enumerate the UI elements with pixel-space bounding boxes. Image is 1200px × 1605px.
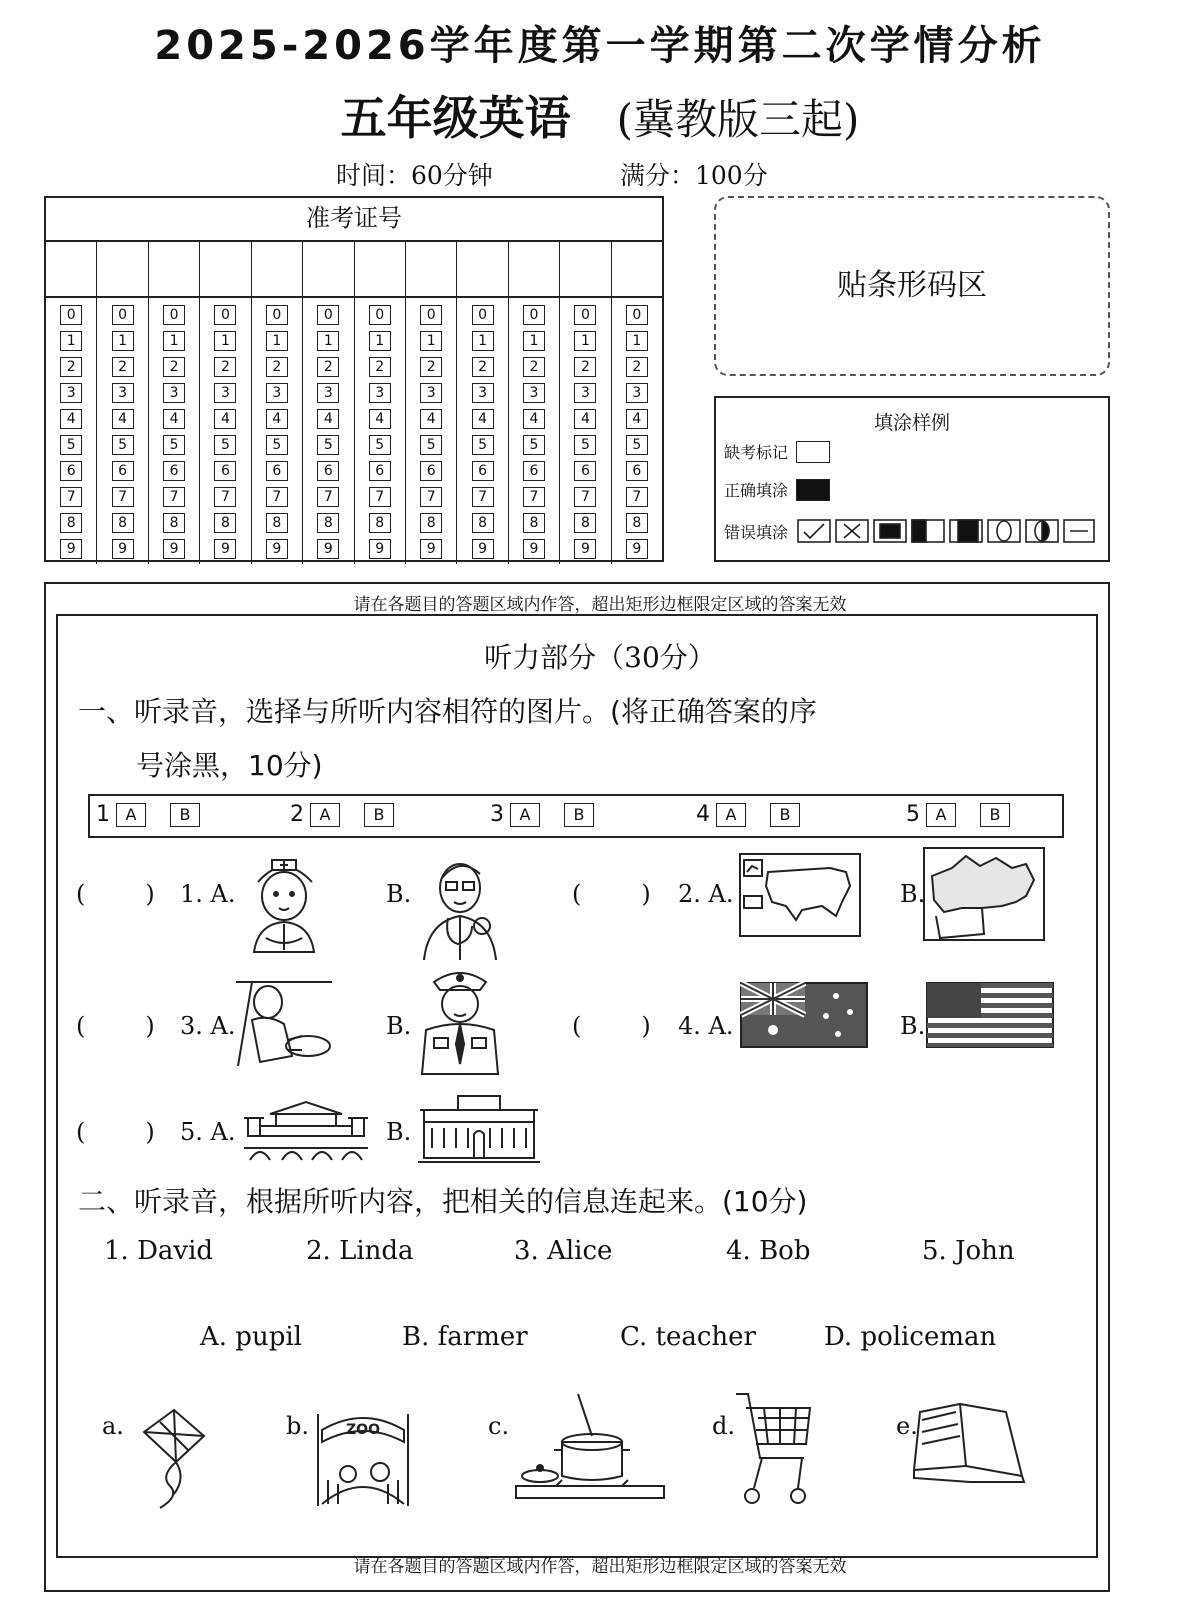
id-digit-bubble[interactable]: 4 bbox=[420, 409, 442, 429]
id-digit-bubble[interactable]: 5 bbox=[266, 435, 288, 455]
id-write-cell[interactable] bbox=[406, 242, 456, 298]
id-write-cell[interactable] bbox=[46, 242, 96, 298]
id-digit-bubble[interactable]: 6 bbox=[574, 461, 596, 481]
answer-number: 3 bbox=[490, 802, 504, 827]
listening-section-title: 听力部分（30分） bbox=[484, 641, 716, 674]
part1-heading-line2: 号涂黑，10分) bbox=[136, 749, 323, 782]
zoo-sign: ZOO bbox=[346, 1422, 380, 1438]
id-digit-bubble[interactable]: 7 bbox=[214, 487, 236, 507]
q1-label: 1. A. bbox=[180, 880, 236, 908]
id-column bbox=[457, 242, 508, 564]
id-digit-bubbles bbox=[457, 298, 507, 559]
id-column bbox=[355, 242, 406, 564]
id-digit-bubble[interactable]: 2 bbox=[112, 357, 134, 377]
q5-label: 5. A. bbox=[180, 1118, 236, 1146]
id-write-cell[interactable] bbox=[457, 242, 507, 298]
id-digit-bubble[interactable]: 8 bbox=[574, 513, 596, 533]
id-digit-bubble[interactable]: 5 bbox=[574, 435, 596, 455]
answer-bubble-b[interactable]: B bbox=[980, 803, 1010, 827]
id-digit-bubble[interactable]: 0 bbox=[574, 305, 596, 325]
edition-label: (冀教版三起) bbox=[616, 95, 860, 144]
id-digit-bubble[interactable]: 3 bbox=[369, 383, 391, 403]
id-digit-bubble[interactable]: 5 bbox=[626, 435, 648, 455]
id-digit-bubble[interactable]: 1 bbox=[472, 331, 494, 351]
id-digit-bubble[interactable]: 7 bbox=[60, 487, 82, 507]
answer-bubble-a[interactable]: A bbox=[116, 803, 146, 827]
id-column bbox=[509, 242, 560, 564]
id-digit-bubble[interactable]: 4 bbox=[266, 409, 288, 429]
q3-label: 3. A. bbox=[180, 1012, 236, 1040]
id-digit-bubble[interactable]: 2 bbox=[317, 357, 339, 377]
id-digit-bubble[interactable]: 8 bbox=[626, 513, 648, 533]
exam-title: 2025-2026学年度第一学期第二次学情分析 bbox=[154, 23, 1046, 69]
q1-option-b-label: B. bbox=[386, 880, 412, 908]
job-policeman[interactable]: D. policeman bbox=[824, 1322, 997, 1352]
id-column bbox=[252, 242, 303, 564]
id-digit-bubble[interactable]: 6 bbox=[523, 461, 545, 481]
id-digit-bubble[interactable]: 1 bbox=[523, 331, 545, 351]
full-score-label: 满分：100分 bbox=[620, 161, 768, 190]
book-picture[interactable] bbox=[910, 1400, 1028, 1484]
usa-flag-picture bbox=[926, 982, 1054, 1048]
id-columns bbox=[46, 242, 662, 564]
id-column bbox=[406, 242, 457, 564]
id-digit-bubble[interactable]: 5 bbox=[214, 435, 236, 455]
part2-heading: 二、听录音，根据所听内容，把相关的信息连起来。(10分) bbox=[78, 1185, 808, 1218]
id-digit-bubble[interactable]: 8 bbox=[472, 513, 494, 533]
id-digit-bubble[interactable]: 3 bbox=[472, 383, 494, 403]
id-digit-bubble[interactable]: 7 bbox=[523, 487, 545, 507]
id-digit-bubble[interactable]: 3 bbox=[163, 383, 185, 403]
id-digit-bubble[interactable]: 9 bbox=[472, 539, 494, 559]
id-digit-bubble[interactable]: 0 bbox=[472, 305, 494, 325]
id-digit-bubble[interactable]: 2 bbox=[472, 357, 494, 377]
id-write-cell[interactable] bbox=[200, 242, 250, 298]
answer-item bbox=[96, 802, 200, 827]
id-digit-bubble[interactable]: 8 bbox=[112, 513, 134, 533]
id-digit-bubble[interactable]: 5 bbox=[420, 435, 442, 455]
id-digit-bubble[interactable]: 8 bbox=[60, 513, 82, 533]
id-digit-bubble[interactable]: 5 bbox=[163, 435, 185, 455]
letter-b: b. bbox=[286, 1412, 309, 1440]
answer-bubble-b[interactable]: B bbox=[364, 803, 394, 827]
absent-mark-label: 缺考标记 bbox=[724, 443, 789, 462]
usa-map-picture bbox=[738, 852, 862, 938]
id-digit-bubble[interactable]: 4 bbox=[60, 409, 82, 429]
driver-picture bbox=[232, 976, 336, 1072]
id-digit-bubble[interactable]: 7 bbox=[626, 487, 648, 507]
id-digit-bubble[interactable]: 6 bbox=[626, 461, 648, 481]
id-digit-bubble[interactable]: 2 bbox=[163, 357, 185, 377]
id-digit-bubble[interactable]: 9 bbox=[112, 539, 134, 559]
id-digit-bubble[interactable]: 6 bbox=[317, 461, 339, 481]
barcode-area: 贴条形码区 bbox=[714, 196, 1110, 376]
id-digit-bubble[interactable]: 7 bbox=[266, 487, 288, 507]
nurse-picture bbox=[236, 852, 332, 956]
id-column bbox=[149, 242, 200, 564]
id-digit-bubble[interactable]: 9 bbox=[266, 539, 288, 559]
id-digit-bubble[interactable]: 3 bbox=[626, 383, 648, 403]
id-write-cell[interactable] bbox=[509, 242, 559, 298]
id-digit-bubble[interactable]: 2 bbox=[60, 357, 82, 377]
part1-heading-line1: 一、听录音，选择与所听内容相符的图片。(将正确答案的序 bbox=[78, 695, 817, 728]
id-digit-bubble[interactable]: 3 bbox=[112, 383, 134, 403]
id-column bbox=[200, 242, 251, 564]
id-digit-bubbles bbox=[252, 298, 302, 559]
id-write-cell[interactable] bbox=[149, 242, 199, 298]
job-farmer[interactable]: B. farmer bbox=[402, 1322, 528, 1352]
correct-fill-sample bbox=[796, 479, 830, 501]
time-label: 时间：60分钟 bbox=[336, 161, 493, 190]
id-digit-bubble[interactable]: 8 bbox=[163, 513, 185, 533]
id-digit-bubble[interactable]: 6 bbox=[369, 461, 391, 481]
id-digit-bubbles bbox=[200, 298, 250, 559]
q4-paren[interactable]: ( ) bbox=[572, 1012, 651, 1040]
id-digit-bubble[interactable]: 2 bbox=[214, 357, 236, 377]
kite-picture[interactable] bbox=[130, 1406, 206, 1510]
name-alice[interactable]: 3. Alice bbox=[514, 1236, 613, 1266]
id-digit-bubble[interactable]: 6 bbox=[420, 461, 442, 481]
id-write-cell[interactable] bbox=[97, 242, 147, 298]
q2-paren[interactable]: ( ) bbox=[572, 880, 651, 908]
id-write-cell[interactable] bbox=[560, 242, 610, 298]
id-digit-bubble[interactable]: 9 bbox=[626, 539, 648, 559]
answer-bubble-a[interactable]: A bbox=[716, 803, 746, 827]
id-digit-bubble[interactable]: 1 bbox=[369, 331, 391, 351]
wrong-fill-samples bbox=[796, 518, 1096, 544]
id-digit-bubble[interactable]: 5 bbox=[60, 435, 82, 455]
id-digit-bubble[interactable]: 9 bbox=[317, 539, 339, 559]
id-digit-bubble[interactable]: 6 bbox=[163, 461, 185, 481]
id-digit-bubble[interactable]: 7 bbox=[163, 487, 185, 507]
fill-sample-box bbox=[714, 396, 1110, 562]
australia-flag-picture bbox=[740, 982, 868, 1048]
absent-mark-box[interactable] bbox=[796, 441, 830, 463]
id-digit-bubbles bbox=[612, 298, 662, 559]
id-digit-bubble[interactable]: 5 bbox=[523, 435, 545, 455]
id-digit-bubble[interactable]: 0 bbox=[369, 305, 391, 325]
id-digit-bubble[interactable]: 4 bbox=[163, 409, 185, 429]
id-digit-bubble[interactable]: 4 bbox=[369, 409, 391, 429]
q3-option-b-label: B. bbox=[386, 1012, 412, 1040]
canada-map-picture bbox=[922, 846, 1046, 942]
fill-sample-title: 填涂样例 bbox=[873, 412, 950, 434]
id-digit-bubble[interactable]: 8 bbox=[214, 513, 236, 533]
name-linda[interactable]: 2. Linda bbox=[306, 1236, 414, 1266]
id-digit-bubbles bbox=[97, 298, 147, 559]
id-digit-bubble[interactable]: 3 bbox=[420, 383, 442, 403]
q4-label: 4. A. bbox=[678, 1012, 734, 1040]
id-digit-bubbles bbox=[406, 298, 456, 559]
id-column bbox=[46, 242, 97, 564]
id-digit-bubble[interactable]: 0 bbox=[420, 305, 442, 325]
id-digit-bubble[interactable]: 3 bbox=[523, 383, 545, 403]
id-digit-bubble[interactable]: 3 bbox=[214, 383, 236, 403]
id-digit-bubble[interactable]: 6 bbox=[60, 461, 82, 481]
exam-subtitle bbox=[0, 82, 1200, 148]
id-digit-bubble[interactable]: 7 bbox=[472, 487, 494, 507]
job-teacher[interactable]: C. teacher bbox=[620, 1322, 756, 1352]
cooking-picture[interactable] bbox=[512, 1390, 668, 1502]
id-digit-bubble[interactable]: 1 bbox=[317, 331, 339, 351]
candidate-id-title: 准考证号 bbox=[46, 198, 662, 242]
q1-paren[interactable]: ( ) bbox=[76, 880, 155, 908]
id-digit-bubble[interactable]: 7 bbox=[112, 487, 134, 507]
wrong-fill-row bbox=[724, 518, 1096, 544]
id-digit-bubble[interactable]: 0 bbox=[163, 305, 185, 325]
letter-a: a. bbox=[102, 1412, 124, 1440]
q4-option-b-label: B. bbox=[900, 1012, 926, 1040]
wrong-fill-label: 错误填涂 bbox=[724, 522, 789, 542]
id-digit-bubble[interactable]: 1 bbox=[60, 331, 82, 351]
subject-label: 五年级英语 bbox=[340, 91, 571, 145]
id-digit-bubble[interactable]: 6 bbox=[266, 461, 288, 481]
id-digit-bubble[interactable]: 8 bbox=[266, 513, 288, 533]
id-digit-bubble[interactable]: 5 bbox=[472, 435, 494, 455]
id-digit-bubble[interactable]: 1 bbox=[214, 331, 236, 351]
id-digit-bubble[interactable]: 4 bbox=[317, 409, 339, 429]
id-digit-bubble[interactable]: 8 bbox=[317, 513, 339, 533]
id-column bbox=[612, 242, 662, 564]
id-digit-bubble[interactable]: 2 bbox=[369, 357, 391, 377]
id-digit-bubble[interactable]: 4 bbox=[472, 409, 494, 429]
id-digit-bubble[interactable]: 1 bbox=[112, 331, 134, 351]
id-digit-bubble[interactable]: 3 bbox=[317, 383, 339, 403]
shopping-cart-picture[interactable] bbox=[732, 1388, 814, 1506]
id-digit-bubble[interactable]: 1 bbox=[420, 331, 442, 351]
id-digit-bubble[interactable]: 9 bbox=[420, 539, 442, 559]
name-john[interactable]: 5. John bbox=[922, 1236, 1015, 1266]
id-digit-bubble[interactable]: 6 bbox=[112, 461, 134, 481]
id-digit-bubble[interactable]: 8 bbox=[420, 513, 442, 533]
id-digit-bubble[interactable]: 6 bbox=[472, 461, 494, 481]
id-digit-bubble[interactable]: 3 bbox=[574, 383, 596, 403]
id-digit-bubble[interactable]: 1 bbox=[626, 331, 648, 351]
correct-fill-row bbox=[724, 478, 830, 501]
letter-d: d. bbox=[712, 1412, 735, 1440]
id-digit-bubble[interactable]: 0 bbox=[317, 305, 339, 325]
id-digit-bubble[interactable]: 8 bbox=[369, 513, 391, 533]
name-david[interactable]: 1. David bbox=[104, 1236, 214, 1266]
id-digit-bubbles bbox=[509, 298, 559, 559]
name-bob[interactable]: 4. Bob bbox=[726, 1236, 811, 1266]
id-digit-bubble[interactable]: 7 bbox=[574, 487, 596, 507]
id-digit-bubble[interactable]: 5 bbox=[369, 435, 391, 455]
q2-label: 2. A. bbox=[678, 880, 734, 908]
id-digit-bubble[interactable]: 8 bbox=[523, 513, 545, 533]
correct-fill-label: 正确填涂 bbox=[724, 481, 789, 500]
id-digit-bubbles bbox=[149, 298, 199, 559]
answer-bubble-b[interactable]: B bbox=[770, 803, 800, 827]
id-digit-bubble[interactable]: 2 bbox=[420, 357, 442, 377]
id-write-cell[interactable] bbox=[252, 242, 302, 298]
answer-bubble-a[interactable]: A bbox=[926, 803, 956, 827]
id-digit-bubble[interactable]: 2 bbox=[574, 357, 596, 377]
answer-item bbox=[906, 802, 1010, 827]
id-digit-bubble[interactable]: 0 bbox=[214, 305, 236, 325]
id-digit-bubble[interactable]: 1 bbox=[266, 331, 288, 351]
id-write-cell[interactable] bbox=[612, 242, 662, 298]
id-digit-bubble[interactable]: 5 bbox=[112, 435, 134, 455]
id-digit-bubble[interactable]: 7 bbox=[317, 487, 339, 507]
id-digit-bubbles bbox=[303, 298, 353, 559]
part1-answer-bar bbox=[88, 794, 1064, 838]
answer-item bbox=[696, 802, 800, 827]
id-column bbox=[97, 242, 148, 564]
answer-item bbox=[290, 802, 394, 827]
answer-bubble-b[interactable]: B bbox=[564, 803, 594, 827]
q2-option-b-label: B. bbox=[900, 880, 926, 908]
palace-picture bbox=[416, 1088, 542, 1164]
id-write-cell[interactable] bbox=[355, 242, 405, 298]
id-column bbox=[303, 242, 354, 564]
id-digit-bubble[interactable]: 9 bbox=[214, 539, 236, 559]
policeman-picture bbox=[416, 964, 504, 1076]
id-digit-bubble[interactable]: 7 bbox=[369, 487, 391, 507]
job-pupil[interactable]: A. pupil bbox=[200, 1322, 302, 1352]
answer-item bbox=[490, 802, 594, 827]
id-write-cell[interactable] bbox=[303, 242, 353, 298]
id-digit-bubble[interactable]: 9 bbox=[163, 539, 185, 559]
id-digit-bubble[interactable]: 9 bbox=[523, 539, 545, 559]
answer-bubble-a[interactable]: A bbox=[510, 803, 540, 827]
answer-bubble-b[interactable]: B bbox=[170, 803, 200, 827]
id-digit-bubble[interactable]: 4 bbox=[112, 409, 134, 429]
id-digit-bubble[interactable]: 3 bbox=[266, 383, 288, 403]
id-digit-bubbles bbox=[355, 298, 405, 559]
id-digit-bubble[interactable]: 0 bbox=[112, 305, 134, 325]
id-digit-bubble[interactable]: 1 bbox=[574, 331, 596, 351]
id-digit-bubble[interactable]: 4 bbox=[626, 409, 648, 429]
tiananmen-picture bbox=[240, 1096, 372, 1162]
id-digit-bubble[interactable]: 0 bbox=[266, 305, 288, 325]
answer-number: 1 bbox=[96, 802, 110, 827]
q5-option-b-label: B. bbox=[386, 1118, 412, 1146]
answer-number: 4 bbox=[696, 802, 710, 827]
id-digit-bubble[interactable]: 5 bbox=[317, 435, 339, 455]
id-digit-bubble[interactable]: 4 bbox=[574, 409, 596, 429]
answer-bubble-a[interactable]: A bbox=[310, 803, 340, 827]
answer-number: 5 bbox=[906, 802, 920, 827]
letter-c: c. bbox=[488, 1412, 510, 1440]
id-digit-bubble[interactable]: 3 bbox=[60, 383, 82, 403]
letter-e: e. bbox=[896, 1412, 918, 1440]
id-digit-bubble[interactable]: 4 bbox=[214, 409, 236, 429]
id-digit-bubble[interactable]: 0 bbox=[60, 305, 82, 325]
id-digit-bubble[interactable]: 2 bbox=[266, 357, 288, 377]
q3-paren[interactable]: ( ) bbox=[76, 1012, 155, 1040]
id-digit-bubble[interactable]: 2 bbox=[626, 357, 648, 377]
id-digit-bubbles bbox=[560, 298, 610, 559]
answer-number: 2 bbox=[290, 802, 304, 827]
id-digit-bubble[interactable]: 7 bbox=[420, 487, 442, 507]
candidate-id-grid bbox=[44, 196, 664, 562]
id-digit-bubble[interactable]: 9 bbox=[369, 539, 391, 559]
id-digit-bubble[interactable]: 9 bbox=[60, 539, 82, 559]
notice-top: 请在各题目的答题区域内作答，超出矩形边框限定区域的答案无效 bbox=[353, 595, 847, 615]
q5-paren[interactable]: ( ) bbox=[76, 1118, 155, 1146]
id-digit-bubble[interactable]: 2 bbox=[523, 357, 545, 377]
absent-mark-row bbox=[724, 440, 830, 463]
notice-bottom: 请在各题目的答题区域内作答，超出矩形边框限定区域的答案无效 bbox=[353, 1557, 847, 1577]
id-digit-bubble[interactable]: 9 bbox=[574, 539, 596, 559]
id-digit-bubble[interactable]: 4 bbox=[523, 409, 545, 429]
id-digit-bubble[interactable]: 0 bbox=[626, 305, 648, 325]
id-digit-bubble[interactable]: 0 bbox=[523, 305, 545, 325]
id-digit-bubble[interactable]: 1 bbox=[163, 331, 185, 351]
doctor-picture bbox=[416, 852, 508, 962]
id-column bbox=[560, 242, 611, 564]
id-digit-bubbles bbox=[46, 298, 96, 559]
id-digit-bubble[interactable]: 6 bbox=[214, 461, 236, 481]
zoo-gate-picture[interactable] bbox=[308, 1400, 418, 1508]
